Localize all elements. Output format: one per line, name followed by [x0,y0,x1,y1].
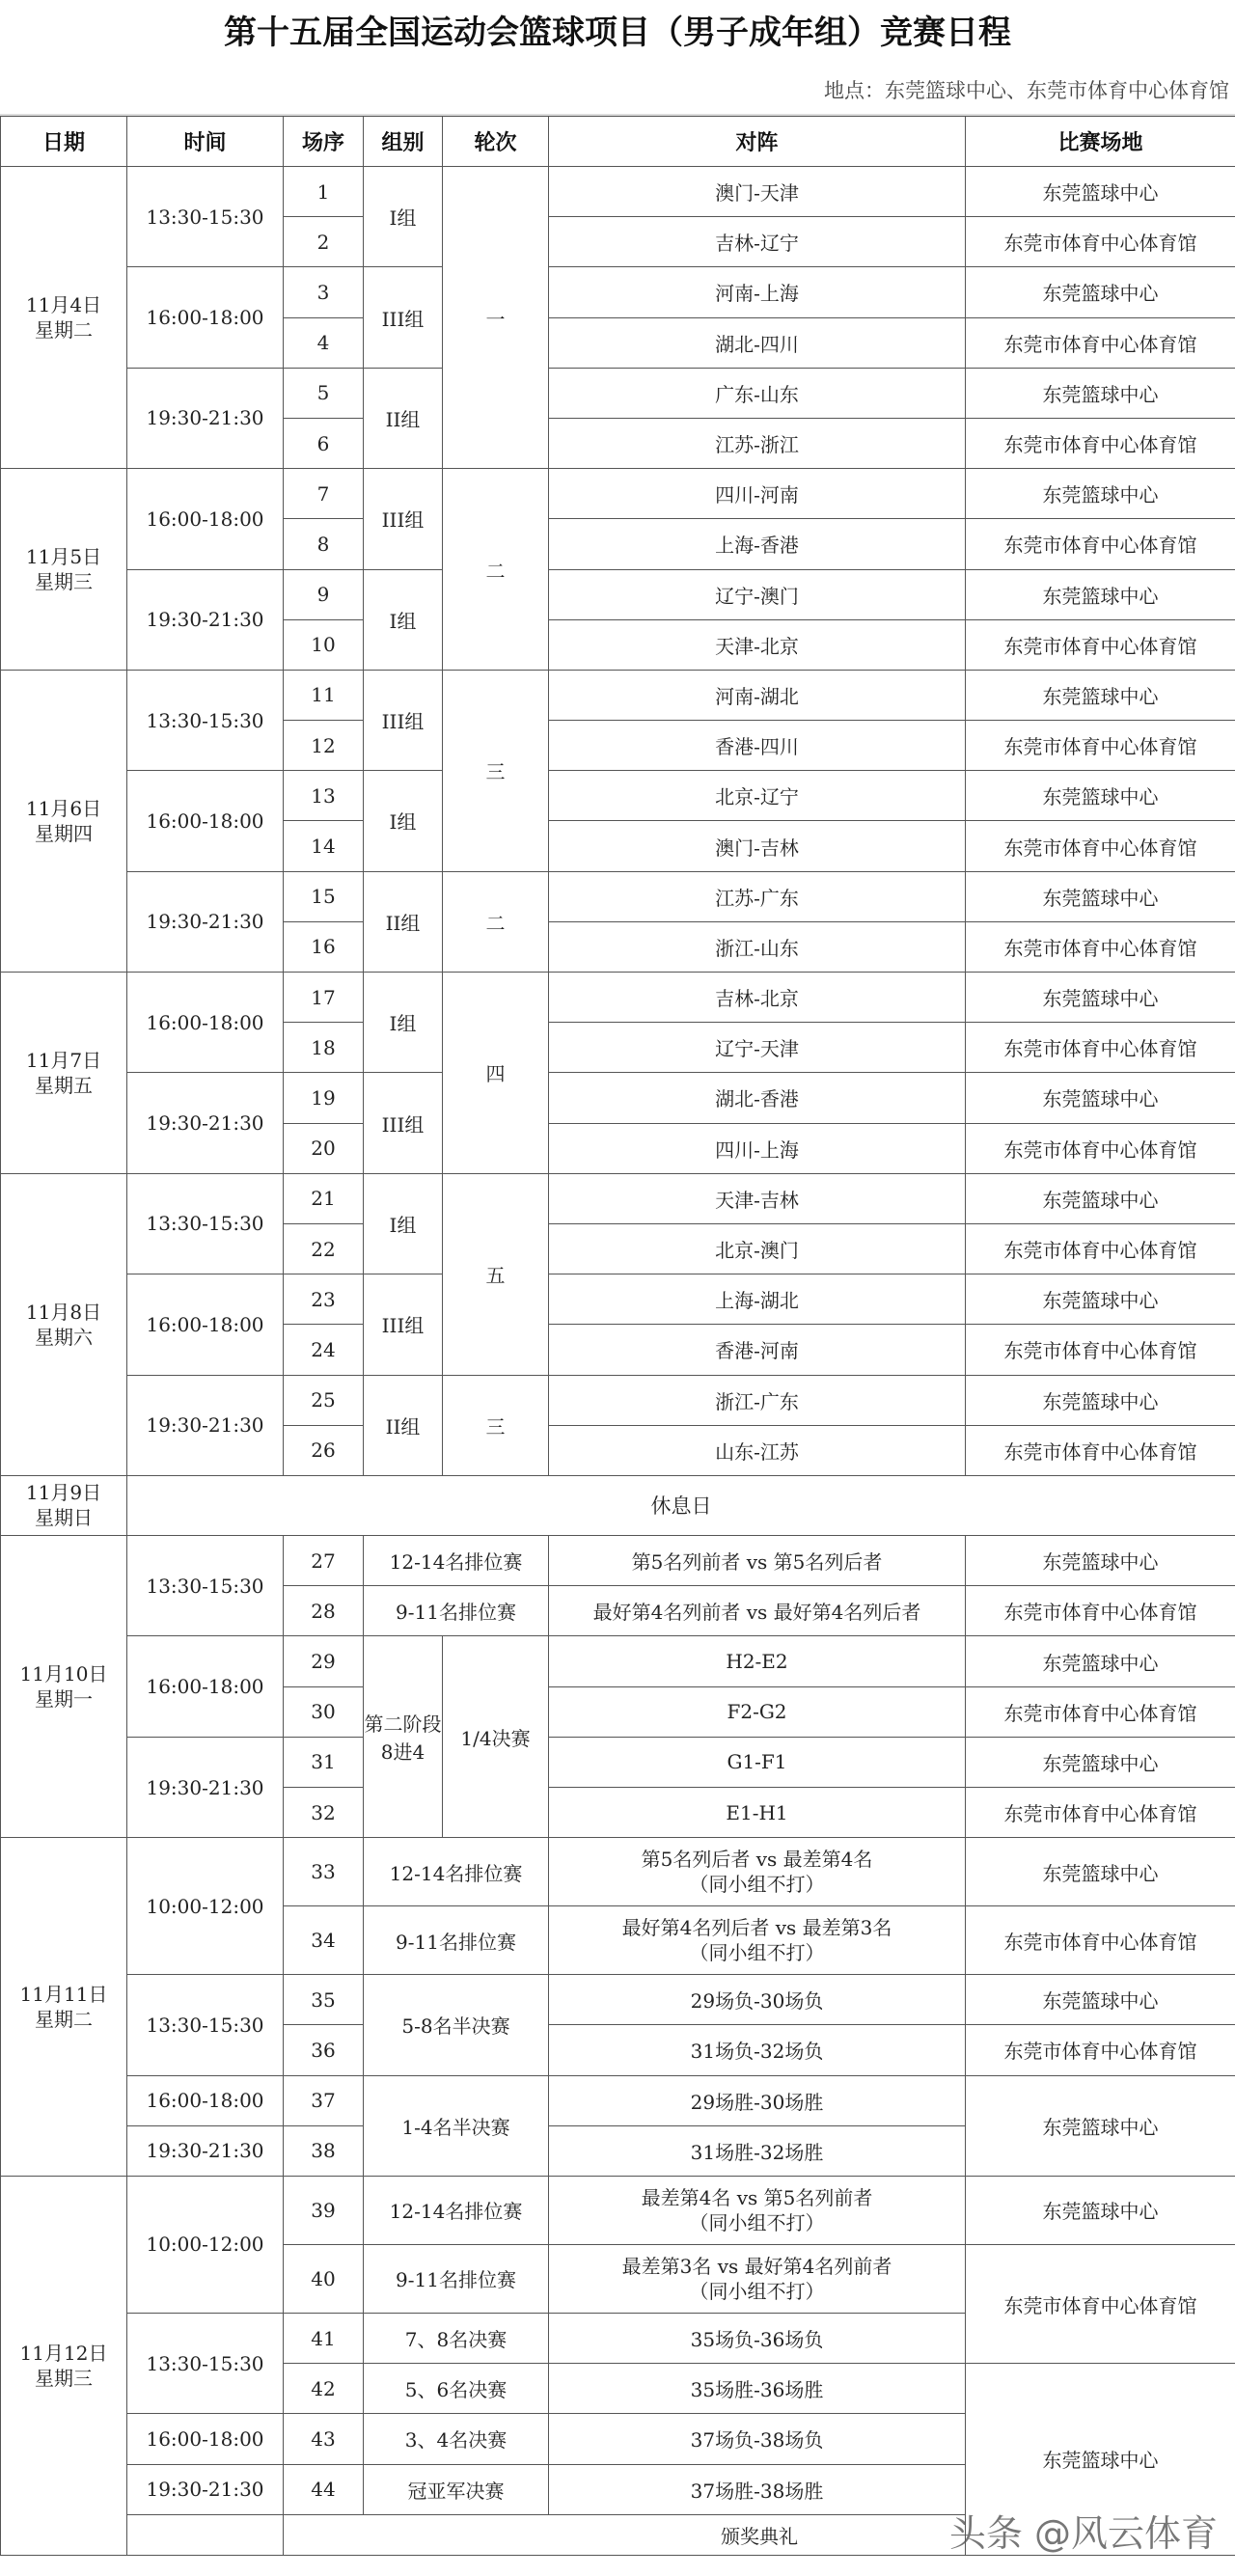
game-number: 27 [284,1536,364,1586]
date-cell [1,1838,127,2177]
matchup-cell: 江苏-浙江 [549,418,966,468]
date-cell [1,670,127,972]
venue-cell: 东莞篮球中心 [966,1636,1235,1686]
group-cell: III组 [364,267,443,368]
venue-cell: 东莞市体育中心体育馆 [966,921,1235,972]
venue-cell: 东莞篮球中心 [966,973,1235,1023]
venue-cell: 东莞篮球中心 [966,871,1235,921]
matchup-cell-line: 最好第4名列后者 vs 最差第3名 [621,1916,892,1940]
game-row [1,1274,1235,1325]
venue-cell: 东莞市体育中心体育馆 [966,2025,1235,2075]
time-cell: 19:30-21:30 [127,871,284,972]
game-row [1,871,1235,921]
game-number: 10 [284,619,364,670]
venue-cell: 东莞篮球中心 [966,368,1235,418]
header-time: 时间 [127,117,284,167]
round-cell: 三 [443,670,549,871]
matchup-cell: E1-H1 [549,1788,966,1838]
matchup-cell: 澳门-天津 [549,167,966,217]
round-cell: 1-4名半决赛 [364,2075,549,2176]
group-cell: I组 [364,771,443,871]
date-cell-line: 星期三 [35,2366,93,2390]
game-row [1,569,1235,619]
game-number: 25 [284,1375,364,1425]
round-cell: 四 [443,973,549,1174]
date-cell-line: 星期二 [35,318,93,343]
header-row [1,117,1235,167]
matchup-cell: 河南-上海 [549,267,966,317]
matchup-cell: 37场胜-38场胜 [549,2464,966,2514]
game-row [1,1975,1235,2025]
stage-cell: 第二阶段8进4 [364,1636,443,1838]
venue-cell: 东莞市体育中心体育馆 [966,317,1235,368]
time-cell: 16:00-18:00 [127,1636,284,1737]
venue-cell: 东莞市体育中心体育馆 [966,1223,1235,1274]
game-row [1,2075,1235,2125]
time-cell: 19:30-21:30 [127,1073,284,1173]
time-cell: 10:00-12:00 [127,1838,284,1975]
matchup-cell: 31场负-32场负 [549,2025,966,2075]
group-cell: 3、4名决赛 [364,2414,549,2464]
date-cell-line: 星期二 [35,2008,93,2032]
game-row [1,2176,1235,2244]
game-row [1,771,1235,821]
time-cell: 16:00-18:00 [127,2075,284,2125]
venue-cell: 东莞篮球中心 [966,469,1235,519]
matchup-cell: 29场负-30场负 [549,1975,966,2025]
time-cell: 16:00-18:00 [127,771,284,871]
group-cell: II组 [364,871,443,972]
game-number: 13 [284,771,364,821]
round-cell: 5-8名半决赛 [364,1975,549,2075]
round-cell: 二 [443,871,549,972]
group-cell: 12-14名排位赛 [364,1536,549,1586]
group-cell: III组 [364,670,443,770]
header-venue: 比赛场地 [966,117,1235,167]
game-number: 2 [284,217,364,267]
matchup-cell: 澳门-吉林 [549,821,966,871]
matchup-cell: H2-E2 [549,1636,966,1686]
game-row [1,1636,1235,1686]
game-number: 15 [284,871,364,921]
game-number: 9 [284,569,364,619]
venue-cell: 东莞篮球中心 [966,2364,1235,2556]
venue-cell: 东莞市体育中心体育馆 [966,1123,1235,1173]
time-cell: 13:30-15:30 [127,1975,284,2075]
group-cell: 9-11名排位赛 [364,2244,549,2313]
time-cell: 16:00-18:00 [127,2414,284,2464]
game-number: 29 [284,1636,364,1686]
venue-cell: 东莞市体育中心体育馆 [966,418,1235,468]
time-cell: 13:30-15:30 [127,1173,284,1274]
group-cell: I组 [364,167,443,267]
matchup-cell: 香港-河南 [549,1325,966,1375]
group-cell: III组 [364,469,443,569]
matchup-cell: 浙江-山东 [549,921,966,972]
time-cell: 19:30-21:30 [127,368,284,468]
time-cell: 19:30-21:30 [127,1375,284,1475]
group-cell: I组 [364,1173,443,1274]
game-number: 18 [284,1023,364,1073]
game-number: 41 [284,2313,364,2363]
game-row [1,1375,1235,1425]
page-title: 第十五届全国运动会篮球项目（男子成年组）竞赛日程 [224,14,1011,52]
matchup-cell-line: （同小组不打） [689,2210,825,2234]
matchup-cell: 吉林-北京 [549,973,966,1023]
date-cell-line: 星期五 [35,1073,93,1097]
venue-cell: 东莞篮球中心 [966,1375,1235,1425]
date-cell-line: 11月12日 [19,2341,108,2365]
matchup-cell: 江苏-广东 [549,871,966,921]
matchup-cell: 四川-河南 [549,469,966,519]
matchup-cell-line: （同小组不打） [689,1873,825,1897]
group-cell: II组 [364,1375,443,1475]
group-cell: 7、8名决赛 [364,2313,549,2363]
matchup-cell: F2-G2 [549,1686,966,1737]
matchup-cell: 香港-四川 [549,721,966,771]
matchup-cell: 北京-澳门 [549,1223,966,1274]
game-number: 39 [284,2176,364,2244]
matchup-cell-line: （同小组不打） [689,1941,825,1965]
game-row [1,1838,1235,1906]
matchup-cell: 35场胜-36场胜 [549,2364,966,2414]
date-cell [1,167,127,469]
header-group: 组别 [364,117,443,167]
matchup-cell-line: 第5名列后者 vs 最差第4名 [641,1848,873,1872]
game-row [1,670,1235,720]
date-cell-line: 11月10日 [19,1662,108,1686]
date-cell-line: 11月9日 [25,1481,102,1505]
group-cell: 冠亚军决赛 [364,2464,549,2514]
header-matchup: 对阵 [549,117,966,167]
matchup-cell-line: 最差第3名 vs 最好第4名列前者 [621,2254,892,2278]
date-cell [1,1173,127,1475]
time-cell: 16:00-18:00 [127,1274,284,1375]
time-cell: 16:00-18:00 [127,973,284,1073]
matchup-cell: 天津-吉林 [549,1173,966,1223]
venue-cell: 东莞篮球中心 [966,1838,1235,1906]
time-cell: 19:30-21:30 [127,2464,284,2514]
matchup-cell: 湖北-香港 [549,1073,966,1123]
date-cell [1,2176,127,2555]
game-number: 42 [284,2364,364,2414]
game-number: 34 [284,1906,364,1975]
date-cell [1,1475,127,1535]
game-number: 43 [284,2414,364,2464]
venue-cell: 东莞篮球中心 [966,2176,1235,2244]
game-number: 24 [284,1325,364,1375]
date-cell-line: 星期四 [35,821,93,845]
venue-cell: 东莞篮球中心 [966,771,1235,821]
game-number: 16 [284,921,364,972]
date-cell-line: 11月4日 [25,293,102,317]
matchup-cell: 辽宁-澳门 [549,569,966,619]
group-cell: 5、6名决赛 [364,2364,549,2414]
game-number: 3 [284,267,364,317]
time-cell: 13:30-15:30 [127,670,284,770]
date-cell-line: 11月11日 [19,1983,108,2007]
group-cell: III组 [364,1073,443,1173]
date-cell-line: 11月6日 [25,796,102,820]
game-number: 4 [284,317,364,368]
date-cell-line: 星期日 [35,1506,93,1530]
time-cell: 13:30-15:30 [127,2313,284,2413]
date-cell-line: 11月5日 [25,545,102,568]
venue-cell: 东莞篮球中心 [966,1536,1235,1586]
matchup-cell: 浙江-广东 [549,1375,966,1425]
date-cell [1,469,127,671]
matchup-cell: 31场胜-32场胜 [549,2125,966,2176]
rest-day-row [1,1475,1235,1535]
game-number: 28 [284,1586,364,1636]
header-date: 日期 [1,117,127,167]
game-row [1,167,1235,217]
matchup-cell: G1-F1 [549,1737,966,1787]
time-cell: 13:30-15:30 [127,167,284,267]
game-row [1,368,1235,418]
group-cell: 9-11名排位赛 [364,1906,549,1975]
matchup-cell: 29场胜-30场胜 [549,2075,966,2125]
venue-cell: 东莞篮球中心 [966,2075,1235,2176]
ceremony-label: 颁奖典礼 [284,2514,1235,2555]
game-number: 19 [284,1073,364,1123]
time-cell: 19:30-21:30 [127,2125,284,2176]
venue-cell: 东莞篮球中心 [966,1975,1235,2025]
game-row [1,1173,1235,1223]
matchup-cell-line: （同小组不打） [689,2279,825,2303]
game-row [1,1073,1235,1123]
game-number: 38 [284,2125,364,2176]
game-number: 40 [284,2244,364,2313]
location-note: 地点：东莞篮球中心、东莞市体育中心体育馆 [824,79,1229,102]
venue-cell: 东莞篮球中心 [966,670,1235,720]
venue-cell: 东莞篮球中心 [966,1274,1235,1325]
matchup-cell-line: 最差第4名 vs 第5名列前者 [641,2185,873,2209]
group-cell: 12-14名排位赛 [364,1838,549,1906]
venue-cell: 东莞市体育中心体育馆 [966,1906,1235,1975]
venue-cell: 东莞市体育中心体育馆 [966,519,1235,569]
game-number: 33 [284,1838,364,1906]
game-number: 8 [284,519,364,569]
venue-cell: 东莞市体育中心体育馆 [966,619,1235,670]
game-row [1,469,1235,519]
time-cell: 19:30-21:30 [127,569,284,670]
date-cell-line: 星期三 [35,570,93,593]
venue-cell: 东莞篮球中心 [966,167,1235,217]
game-number: 37 [284,2075,364,2125]
schedule-table [0,116,1235,2556]
game-number: 22 [284,1223,364,1274]
matchup-cell: 第5名列前者 vs 第5名列后者 [549,1536,966,1586]
group-cell: II组 [364,368,443,468]
game-row [1,1737,1235,1787]
venue-cell: 东莞市体育中心体育馆 [966,821,1235,871]
matchup-cell: 湖北-四川 [549,317,966,368]
game-number: 14 [284,821,364,871]
venue-cell: 东莞市体育中心体育馆 [966,1023,1235,1073]
game-number: 30 [284,1686,364,1737]
venue-cell: 东莞市体育中心体育馆 [966,217,1235,267]
time-cell: 13:30-15:30 [127,1536,284,1636]
matchup-cell [549,2244,966,2313]
game-number: 21 [284,1173,364,1223]
game-number: 7 [284,469,364,519]
group-cell: 9-11名排位赛 [364,1586,549,1636]
time-cell [127,2514,284,2555]
date-cell-line: 11月7日 [25,1048,102,1072]
matchup-cell: 河南-湖北 [549,670,966,720]
game-number: 20 [284,1123,364,1173]
matchup-cell [549,1906,966,1975]
matchup-cell: 吉林-辽宁 [549,217,966,267]
venue-cell: 东莞市体育中心体育馆 [966,1788,1235,1838]
header-game-no: 场序 [284,117,364,167]
rest-day-label: 休息日 [127,1475,1235,1535]
game-number: 17 [284,973,364,1023]
venue-cell: 东莞篮球中心 [966,267,1235,317]
schedule-body [1,167,1235,2556]
venue-cell: 东莞篮球中心 [966,1173,1235,1223]
matchup-cell: 四川-上海 [549,1123,966,1173]
game-number: 26 [284,1425,364,1475]
matchup-cell: 上海-湖北 [549,1274,966,1325]
round-cell: 一 [443,167,549,469]
date-cell-line: 11月8日 [25,1300,102,1324]
matchup-cell [549,1838,966,1906]
round-cell: 1/4决赛 [443,1636,549,1838]
game-number: 36 [284,2025,364,2075]
group-cell: I组 [364,569,443,670]
game-row [1,1536,1235,1586]
game-number: 32 [284,1788,364,1838]
matchup-cell: 北京-辽宁 [549,771,966,821]
game-number: 12 [284,721,364,771]
matchup-cell: 37场负-38场负 [549,2414,966,2464]
round-cell: 二 [443,469,549,671]
matchup-cell [549,2176,966,2244]
game-number: 5 [284,368,364,418]
game-number: 23 [284,1274,364,1325]
date-cell [1,973,127,1174]
venue-cell: 东莞篮球中心 [966,569,1235,619]
date-cell-line: 星期一 [35,1687,93,1712]
venue-cell: 东莞市体育中心体育馆 [966,1325,1235,1375]
matchup-cell: 35场负-36场负 [549,2313,966,2363]
matchup-cell: 上海-香港 [549,519,966,569]
time-cell: 16:00-18:00 [127,469,284,569]
watermark: 头条 @风云体育 [948,2512,1218,2555]
game-number: 11 [284,670,364,720]
group-cell: 12-14名排位赛 [364,2176,549,2244]
game-number: 31 [284,1737,364,1787]
venue-cell: 东莞市体育中心体育馆 [966,2244,1235,2363]
matchup-cell: 天津-北京 [549,619,966,670]
venue-cell: 东莞篮球中心 [966,1073,1235,1123]
matchup-cell: 最好第4名列前者 vs 最好第4名列后者 [549,1586,966,1636]
round-cell: 三 [443,1375,549,1475]
game-number: 6 [284,418,364,468]
matchup-cell: 山东-江苏 [549,1425,966,1475]
game-number: 1 [284,167,364,217]
matchup-cell: 辽宁-天津 [549,1023,966,1073]
venue-cell: 东莞市体育中心体育馆 [966,1425,1235,1475]
matchup-cell: 广东-山东 [549,368,966,418]
date-cell [1,1536,127,1838]
venue-cell: 东莞市体育中心体育馆 [966,1586,1235,1636]
time-cell: 19:30-21:30 [127,1737,284,1837]
time-cell: 16:00-18:00 [127,267,284,368]
group-cell: I组 [364,973,443,1073]
time-cell: 10:00-12:00 [127,2176,284,2313]
game-row [1,973,1235,1023]
round-cell: 五 [443,1173,549,1375]
venue-cell: 东莞篮球中心 [966,1737,1235,1787]
group-cell: III组 [364,1274,443,1375]
game-row [1,267,1235,317]
venue-cell: 东莞市体育中心体育馆 [966,721,1235,771]
game-number: 44 [284,2464,364,2514]
date-cell-line: 星期六 [35,1325,93,1349]
game-number: 35 [284,1975,364,2025]
header-round: 轮次 [443,117,549,167]
venue-cell: 东莞市体育中心体育馆 [966,1686,1235,1737]
